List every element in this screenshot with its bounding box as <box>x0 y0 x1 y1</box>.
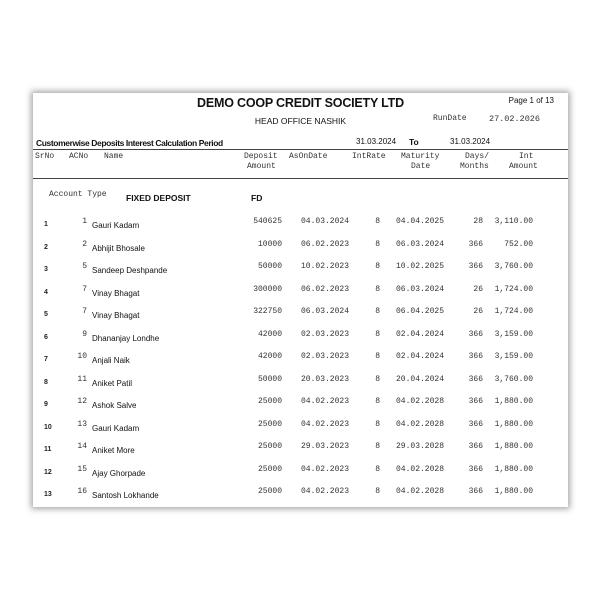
row-name: Ashok Salve <box>92 401 137 410</box>
row-srno: 11 <box>44 446 52 453</box>
row-name: Santosh Lokhande <box>92 491 159 500</box>
account-type-label: Account Type <box>49 190 107 199</box>
row-interest: 3,760.00 <box>494 374 533 384</box>
row-name: Abhijit Bhosale <box>92 243 145 253</box>
period-label: Customerwise Deposits Interest Calculation Period <box>36 138 223 148</box>
row-intrate: 8 <box>375 397 380 406</box>
row-name: Dhananjay Londhe <box>92 333 160 343</box>
row-maturity: 04.04.2025 <box>396 217 445 226</box>
row-interest: 3,159.00 <box>494 329 533 339</box>
row-srno: 7 <box>44 356 48 363</box>
table-row <box>33 375 568 395</box>
row-maturity: 29.03.2028 <box>396 442 445 451</box>
row-intrate: 8 <box>375 307 380 316</box>
row-interest: 752.00 <box>504 239 533 249</box>
row-days: 366 <box>468 374 483 384</box>
row-days: 366 <box>468 442 483 451</box>
row-acno: 2 <box>82 239 87 249</box>
row-maturity: 04.02.2028 <box>396 397 445 406</box>
col-deposit: Deposit <box>244 152 278 161</box>
row-srno: 8 <box>44 378 48 386</box>
row-amount: 10000 <box>257 239 282 249</box>
row-amount: 25000 <box>257 397 282 406</box>
table-row <box>33 307 568 327</box>
page-number: Page 1 of 13 <box>508 96 554 105</box>
row-amount: 25000 <box>257 464 282 474</box>
col-srno: SrNo <box>35 152 55 161</box>
row-intrate: 8 <box>375 284 380 294</box>
row-maturity: 02.04.2024 <box>396 352 445 361</box>
row-intrate: 8 <box>375 217 380 226</box>
rundate-value: 27.02.2026 <box>489 114 541 124</box>
col-intrate: IntRate <box>352 152 386 161</box>
row-interest: 3,159.00 <box>494 352 533 361</box>
row-interest: 1,880.00 <box>494 464 533 474</box>
row-maturity: 20.04.2024 <box>396 374 445 384</box>
row-amount: 50000 <box>257 262 282 271</box>
row-asondate: 06.03.2024 <box>301 307 350 316</box>
row-amount: 25000 <box>257 442 282 451</box>
row-asondate: 04.02.2023 <box>301 464 350 474</box>
col-int-2: Amount <box>509 162 538 171</box>
row-name: Anjali Naik <box>92 356 130 365</box>
row-days: 366 <box>468 397 483 406</box>
period-to-label: To <box>409 137 419 147</box>
row-asondate: 04.03.2024 <box>301 217 350 226</box>
header-bottom-rule <box>33 178 568 179</box>
row-days: 366 <box>468 329 483 339</box>
row-maturity: 04.02.2028 <box>396 464 445 474</box>
row-amount: 42000 <box>257 329 282 339</box>
row-intrate: 8 <box>375 442 380 451</box>
row-amount: 42000 <box>257 352 282 361</box>
society-name: DEMO COOP CREDIT SOCIETY LTD <box>197 96 404 110</box>
row-amount: 50000 <box>257 374 282 384</box>
row-srno: 6 <box>44 333 48 341</box>
row-acno: 12 <box>77 397 87 406</box>
row-srno: 13 <box>44 491 52 498</box>
row-days: 366 <box>468 352 483 361</box>
row-maturity: 10.02.2025 <box>396 262 445 271</box>
row-days: 26 <box>473 284 483 294</box>
row-asondate: 02.03.2023 <box>301 329 350 339</box>
row-intrate: 8 <box>375 464 380 474</box>
col-name: Name <box>104 152 124 161</box>
row-maturity: 06.03.2024 <box>396 284 445 294</box>
col-days-2: Months <box>460 162 489 171</box>
col-asondate: AsOnDate <box>289 152 328 161</box>
col-int: Int <box>519 152 534 161</box>
row-acno: 10 <box>77 352 87 361</box>
row-days: 28 <box>473 217 483 226</box>
row-name: Aniket More <box>92 446 135 455</box>
row-name: Gauri Kadam <box>92 423 140 433</box>
row-interest: 1,880.00 <box>494 419 533 429</box>
row-amount: 25000 <box>257 419 282 429</box>
row-srno: 4 <box>44 288 48 296</box>
header-top-rule <box>33 149 568 150</box>
row-amount: 322750 <box>253 307 282 316</box>
table-row <box>33 285 568 305</box>
row-acno: 15 <box>77 464 87 474</box>
row-days: 366 <box>468 239 483 249</box>
col-acno: ACNo <box>69 152 89 161</box>
table-row <box>33 487 568 507</box>
row-name: Sandeep Deshpande <box>92 266 168 275</box>
period-to: 31.03.2024 <box>450 137 491 146</box>
table-row <box>33 330 568 350</box>
table-row <box>33 240 568 260</box>
row-name: Vinay Bhagat <box>92 311 140 320</box>
row-acno: 14 <box>77 442 87 451</box>
table-row <box>33 352 568 372</box>
row-intrate: 8 <box>375 374 380 384</box>
rundate-label: RunDate <box>433 114 467 123</box>
row-interest: 1,880.00 <box>494 487 533 496</box>
table-row <box>33 420 568 440</box>
table-row <box>33 262 568 282</box>
row-asondate: 29.03.2023 <box>301 442 350 451</box>
row-acno: 13 <box>77 419 87 429</box>
table-row <box>33 397 568 417</box>
row-amount: 25000 <box>257 487 282 496</box>
row-interest: 3,760.00 <box>494 262 533 271</box>
row-days: 26 <box>473 307 483 316</box>
row-name: Aniket Patil <box>92 378 133 388</box>
row-intrate: 8 <box>375 239 380 249</box>
account-type-value: FIXED DEPOSIT <box>126 193 191 203</box>
row-srno: 3 <box>44 266 48 273</box>
office-name: HEAD OFFICE NASHIK <box>254 116 347 126</box>
row-interest: 1,724.00 <box>494 307 533 316</box>
row-interest: 1,880.00 <box>494 397 533 406</box>
row-intrate: 8 <box>375 487 380 496</box>
col-deposit-2: Amount <box>247 162 276 171</box>
row-srno: 1 <box>44 221 48 228</box>
row-srno: 12 <box>44 468 52 476</box>
row-maturity: 06.04.2025 <box>396 307 445 316</box>
row-srno: 2 <box>44 243 48 251</box>
row-acno: 5 <box>82 262 87 271</box>
table-row <box>33 465 568 485</box>
row-intrate: 8 <box>375 262 380 271</box>
row-acno: 11 <box>77 374 87 384</box>
report-page <box>33 93 568 507</box>
row-days: 366 <box>468 487 483 496</box>
row-asondate: 04.02.2023 <box>301 397 350 406</box>
row-days: 366 <box>468 262 483 271</box>
row-interest: 1,880.00 <box>494 442 533 451</box>
table-row <box>33 217 568 237</box>
row-intrate: 8 <box>375 419 380 429</box>
row-days: 366 <box>468 464 483 474</box>
row-acno: 16 <box>77 487 87 496</box>
row-srno: 10 <box>44 423 52 431</box>
row-acno: 7 <box>82 284 87 294</box>
row-name: Ajay Ghorpade <box>92 468 146 478</box>
row-days: 366 <box>468 419 483 429</box>
row-srno: 5 <box>44 311 48 318</box>
row-asondate: 02.03.2023 <box>301 352 350 361</box>
row-asondate: 06.02.2023 <box>301 239 350 249</box>
row-interest: 1,724.00 <box>494 284 533 294</box>
row-intrate: 8 <box>375 329 380 339</box>
row-maturity: 04.02.2028 <box>396 487 445 496</box>
row-name: Vinay Bhagat <box>92 288 140 298</box>
col-days: Days/ <box>465 152 490 161</box>
row-intrate: 8 <box>375 352 380 361</box>
row-acno: 7 <box>82 307 87 316</box>
period-from: 31.03.2024 <box>356 137 397 146</box>
row-amount: 300000 <box>253 284 282 294</box>
row-asondate: 06.02.2023 <box>301 284 350 294</box>
row-amount: 540625 <box>253 217 282 226</box>
row-name: Gauri Kadam <box>92 221 140 230</box>
row-asondate: 10.02.2023 <box>301 262 350 271</box>
table-row <box>33 442 568 462</box>
row-maturity: 02.04.2024 <box>396 329 445 339</box>
row-asondate: 04.02.2023 <box>301 487 350 496</box>
account-type-code: FD <box>251 193 263 203</box>
row-acno: 1 <box>82 217 87 226</box>
row-acno: 9 <box>82 329 87 339</box>
col-maturity-2: Date <box>411 162 431 171</box>
row-srno: 9 <box>44 401 48 408</box>
row-interest: 3,110.00 <box>494 217 533 226</box>
col-maturity: Maturity <box>401 152 440 161</box>
row-asondate: 04.02.2023 <box>301 419 350 429</box>
row-asondate: 20.03.2023 <box>301 374 350 384</box>
row-maturity: 04.02.2028 <box>396 419 445 429</box>
row-maturity: 06.03.2024 <box>396 239 445 249</box>
